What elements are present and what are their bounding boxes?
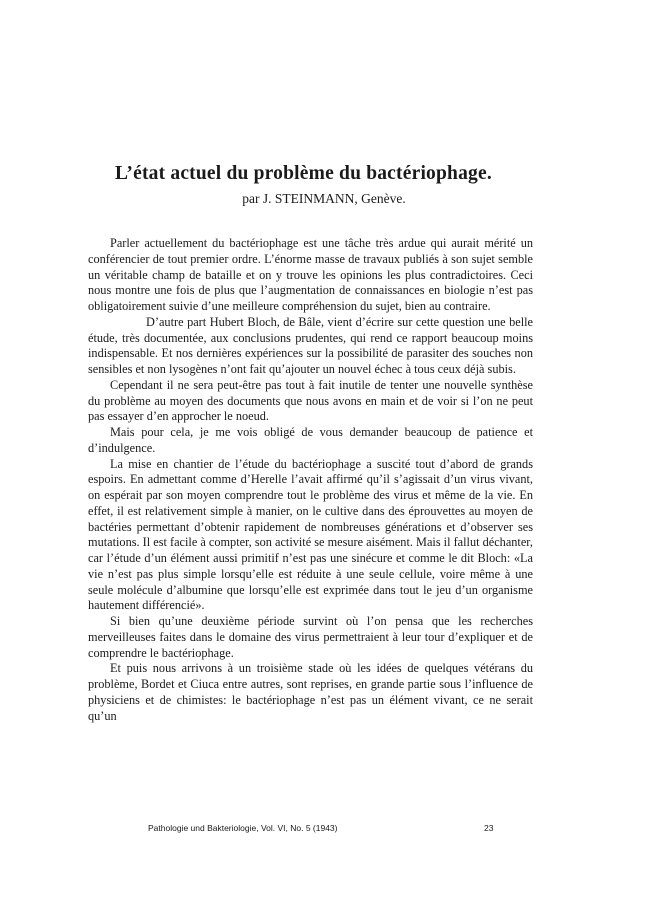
- paragraph: La mise en chantier de l’étude du bactériophage a suscité tout d’abord de grands espoirs. En admettant comme d’Herelle l’avait affirmé qu’il s’agissait d’un virus vivant, on espérait par son moyen comprendre tout le problème des virus et même de la vie. En effet, il est relativement simple à manier, on le cultive dans des éprouvettes au moyen de bactéries permettant d’obtenir rapidement de nombreuses générations et d’observer ses mutations. Il est facile à compter, son activité se mesure aisément. Mais il fallut déchanter, car l’étude d’un élément aussi primitif n’est pas une sinécure et comme le dit Bloch: «La vie n’est pas plus simple lorsqu’elle est réduite à une seule cellule, voire même à une seule molécule d’albumine que lorsqu’elle est exprimée dans tout le jeu d’un organisme hautement différencié».: [88, 456, 533, 613]
- page-number: 23: [484, 823, 494, 833]
- journal-citation: Pathologie und Bakteriologie, Vol. VI, No. 5 (1943): [148, 823, 338, 833]
- article-title: L’état actuel du problème du bactériophage.: [115, 163, 492, 184]
- article-body: [88, 236, 533, 724]
- paragraph: Et puis nous arrivons à un troisième stade où les idées de quelques vétérans du problème, Bordet et Ciuca entre autres, sont reprises, en grande partie sous l’influence de physiciens et de chimistes: le bactériophage n’est pas un élément vivant, ce ne serait qu’un: [88, 661, 533, 723]
- paragraph: D’autre part Hubert Bloch, de Bâle, vient d’écrire sur cette question une belle étude, très documentée, aux conclusions prudentes, qui rend ce rapport beaucoup moins indispensable. Et nos dernières expériences sur la possibilité de parasiter des souches non sensibles et non lysogènes n’ont fait qu’ajouter un nouvel échec à tous ceux déjà subis.: [88, 314, 533, 376]
- author-byline: par J. STEINMANN, Genève.: [242, 191, 406, 206]
- paragraph: Parler actuellement du bactériophage est une tâche très ardue qui aurait mérité un conférencier de tout premier ordre. L’énorme masse de travaux publiés à son sujet semble un véritable champ de bataille et on y trouve les opinions les plus contradictoires. Ceci nous montre une fois de plus que l’augmentation de connaissances en biologie n’est pas obligatoirement suivie d’une meilleure compréhension du sujet, bien au contraire.: [88, 236, 533, 313]
- paragraph: Si bien qu’une deuxième période survint où l’on pensa que les recherches merveilleuses faites dans le domaine des virus permettraient à leur tour d’expliquer et de comprendre le bactériophage.: [88, 614, 533, 660]
- paragraph: Mais pour cela, je me vois obligé de vous demander beaucoup de patience et d’indulgence.: [88, 425, 533, 455]
- paragraph: Cependant il ne sera peut-être pas tout à fait inutile de tenter une nouvelle synthèse du problème au moyen des documents que nous avons en main et de voir si l’on ne peut pas essayer d’en approcher le noeud.: [88, 377, 533, 424]
